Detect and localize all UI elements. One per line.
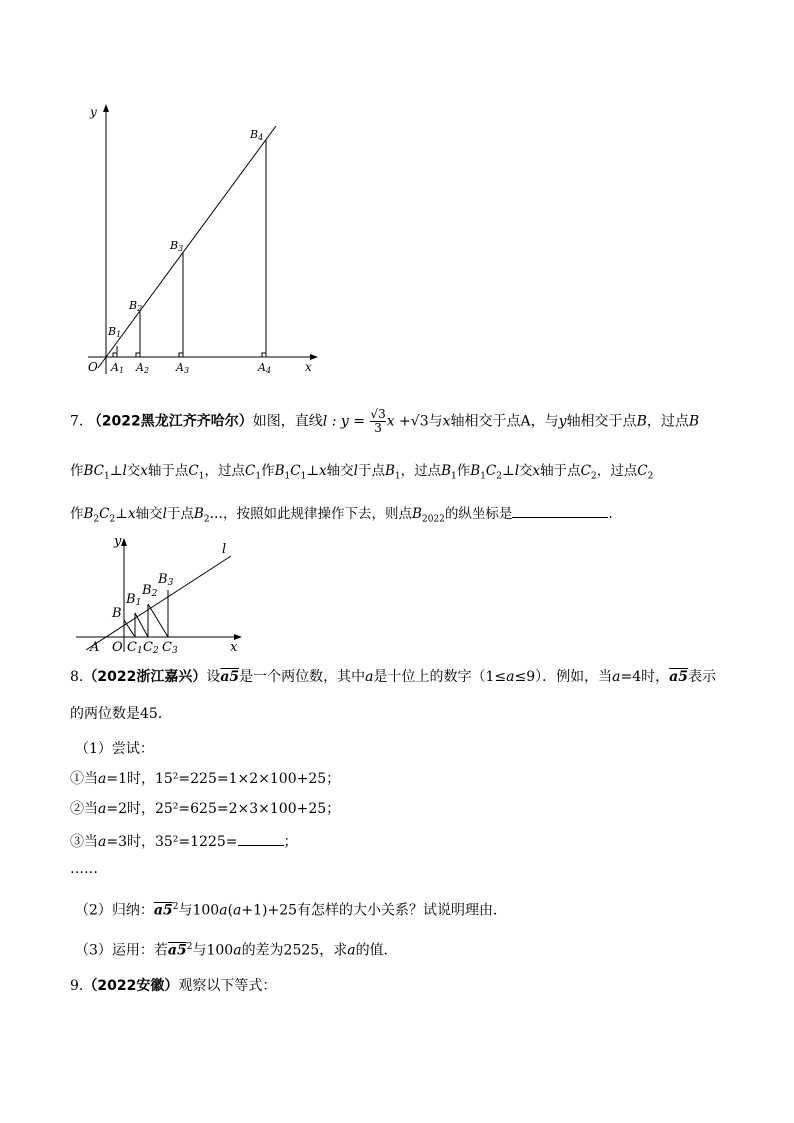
sub: 1 [451,471,457,482]
label-a: A [90,640,100,655]
var-l: l [162,506,167,522]
svg-text:B2 [128,299,142,313]
q7-text: 作 [70,506,84,522]
label-b: B [112,606,122,621]
q8-source: （2022浙江嘉兴） [83,669,207,685]
var-bc: BC [83,463,105,479]
var-b: B [688,413,700,430]
label-a2-sub: 2 [143,366,150,375]
var-a: a [233,942,242,959]
var-b: B [274,463,285,479]
q8-text: 表示 [687,669,716,685]
q8-text: 是十位上的数字（1≤ [373,669,507,685]
q7-text: 与 [428,413,443,430]
label-c1: C [127,640,137,655]
svg-text:B3 [169,239,183,253]
q8-case-1 [70,770,340,788]
label-a3: A [176,361,184,374]
label-x: x [230,640,238,655]
q8-part-2 [75,898,507,920]
fraction-sqrt3-over-3 [370,408,385,435]
q7-text: 如图，直线 [252,413,323,430]
figure-1-staircase-diagram [80,95,320,380]
eq-constant: √3 [410,413,429,430]
var-a: a [219,902,228,919]
var-c: C [290,463,301,479]
sub: 2 [203,514,210,525]
var-x: x [127,506,136,522]
var-l: l [514,463,520,479]
svg-text:B4 [249,128,263,142]
sub: 2 [93,514,100,525]
q7-text: 轴相交于点 [566,413,637,430]
q9-line-1 [70,977,276,995]
label-y: y [114,534,122,549]
overline-a5: a5 [220,669,240,685]
var-a: a [612,669,621,685]
sub: 2 [647,471,654,482]
var-y: y [558,413,567,430]
svg-text:A2 [135,361,149,375]
q8-text: 设 [206,669,221,685]
q7-text: 轴相交于点A，与 [450,413,559,430]
perp-symbol: ⊥ [115,506,128,522]
q7-text: ，过点 [596,463,638,479]
q8-text: ③当 [70,834,98,850]
var-l: l [353,463,358,479]
label-b1: B [108,325,117,338]
label-a2: A [136,361,144,374]
q8-text: =1时，15²=225=1×2×100+25； [106,771,341,787]
answer-blank[interactable] [512,503,608,518]
label-b3-sub: 3 [178,244,184,253]
label-b4-sub: 4 [258,133,264,142]
label-o: O [112,640,123,655]
q8-text: （3）运用：若 [75,942,168,959]
q7-line-2 [70,462,653,486]
label-a3-sub: 3 [183,366,190,375]
q7-line-1 [70,408,699,435]
var-a: a [98,801,107,817]
q8-text: ； [283,834,298,850]
q8-text: ②当 [70,801,98,817]
var-x: x [319,463,327,479]
label-b2-sub: 2 [151,589,158,599]
q7-source: （2022黑龙江齐齐哈尔） [87,413,253,430]
figure-2-perpendicular-zigzag [72,532,247,657]
fraction-numerator: √3 [370,407,386,421]
q8-line-1 [70,668,716,686]
var-b: B [412,506,422,522]
q7-text: ，过点 [204,463,245,479]
perp-symbol: ⊥ [109,463,123,479]
var-b: B [384,463,395,479]
q8-text: 与100 [178,902,220,919]
svg-text:A3 [175,361,189,375]
label-c2-sub: 2 [152,646,159,656]
label-b1: B [126,592,136,607]
q8-text: ≤9）．例如，当 [514,669,613,685]
var-b: B [470,463,481,479]
line-l [98,126,276,368]
label-b4: B [250,128,259,141]
sub: 2 [496,471,502,482]
var-x: x [532,463,541,479]
q8-text: ( [227,902,234,919]
svg-text:A1 [110,361,124,375]
label-c1-sub: 1 [136,646,143,656]
q8-case-3 [70,831,298,851]
var-b: B [193,506,204,522]
q7-text: 交 [126,463,141,479]
q7-text: 轴于点 [540,463,581,479]
origin-label: O [88,360,98,374]
q7-number: 7. [70,413,84,430]
y-axis-label: y [90,105,97,119]
var-a: a [98,771,107,787]
var-c: C [580,463,591,479]
q7-text: 轴交 [326,463,354,479]
svg-text:C3 [162,640,178,656]
answer-blank[interactable] [238,831,284,846]
q7-text: 交 [519,463,533,479]
var-c: C [244,463,256,479]
sub: 1 [284,471,291,482]
q7-text: 轴于点 [147,463,189,479]
var-a: a [98,834,107,850]
label-a1-sub: 1 [118,366,125,375]
q7-text: ，过点 [646,413,689,430]
sub: 1 [480,471,486,482]
svg-text:C2 [143,640,159,656]
label-c2: C [143,640,153,655]
label-b2: B [142,583,152,598]
sub: 1 [198,471,205,482]
sub: 1 [300,471,307,482]
label-b3: B [158,572,168,587]
svg-text:A4 [257,361,271,375]
sub: 1 [394,471,401,482]
q8-line-2: 的两位数是45． [70,706,172,722]
var-l: l [122,463,127,479]
q7-text: ，过点 [400,463,442,479]
x-axis-label: x [305,360,312,374]
q8-text: =3时，35²=1225= [106,834,238,850]
fraction-denominator: 3 [374,421,382,435]
var-a: a [347,942,356,959]
var-b: B [83,506,94,522]
q9-text: 观察以下等式： [178,978,277,994]
q7-text: 的纵坐标是 [444,506,513,522]
svg-text:C1 [127,640,143,656]
svg-text:B2 [141,583,158,599]
label-b3-sub: 3 [167,578,174,588]
label-c3-sub: 3 [171,646,178,656]
q8-text: =2时，25²=625=2×3×100+25； [106,801,341,817]
sub: 1 [104,471,110,482]
q8-text: 与100 [192,942,234,959]
var-c: C [188,463,199,479]
q9-source: （2022安徽） [83,978,179,994]
q9-number: 9. [70,978,84,994]
svg-text:B1 [107,325,121,339]
superscript: 2 [186,942,193,952]
var-c: C [99,506,110,522]
var-b: B [441,463,452,479]
label-b2: B [129,299,138,312]
line-l [86,556,231,650]
var-b: B [636,413,647,430]
var-c: C [637,463,648,479]
svg-text:B1 [125,592,141,608]
sub: 2 [591,471,597,482]
eq-mid: x + [386,413,411,430]
sub: 2 [109,514,116,525]
var-x: x [140,463,148,479]
q8-text: +1)+25有怎样的大小关系？试说明理由． [241,902,508,919]
q8-text: 的差为2525，求 [241,942,348,959]
overline-a5: a5 [167,942,187,959]
q8-text: 是一个两位数，其中 [239,669,366,685]
label-b1-sub: 1 [116,330,122,339]
label-a1: A [111,361,119,374]
label-b1-sub: 1 [135,598,142,608]
q8-text: 的值． [355,942,398,959]
q7-text: . [608,506,613,522]
q7-text: 作 [261,463,275,479]
label-c3: C [162,640,172,655]
q7-text: 于点 [357,463,385,479]
label-b3: B [170,239,179,252]
perp-symbol: ⊥ [502,463,515,479]
q8-text: =4时， [620,669,670,685]
q7-text: …，按照如此规律操作下去，则点 [209,506,413,522]
q7-text: 于点 [166,506,194,522]
q8-case-2 [70,800,340,818]
q8-number: 8. [70,669,84,685]
label-a4-sub: 4 [265,366,272,375]
overline-a5: a5 [153,902,173,919]
sub: 2022 [421,514,445,525]
label-l: l [222,542,227,557]
q7-text: 作 [70,463,84,479]
q8-text: ①当 [70,771,98,787]
q7-line-3 [70,503,613,529]
q7-text: 作 [456,463,471,479]
q8-text: （2）归纳： [75,902,154,919]
var-a: a [233,902,242,919]
q7-text: 轴交 [135,506,163,522]
label-a4: A [258,361,266,374]
var-a: a [506,669,515,685]
var-a: a [365,669,374,685]
perp-symbol: ⊥ [306,463,319,479]
q8-part-1: （1）尝试： [75,741,154,757]
eq-lhs: l : y = [322,413,365,430]
q8-part-3 [75,938,398,960]
superscript: 2 [172,902,179,912]
sub: 1 [255,471,262,482]
var-c: C [485,463,497,479]
svg-text:B3 [157,572,174,588]
q8-ellipsis: …… [70,861,98,877]
overline-a5: a5 [669,669,688,685]
label-b2-sub: 2 [137,304,143,313]
var-x: x [442,413,451,430]
